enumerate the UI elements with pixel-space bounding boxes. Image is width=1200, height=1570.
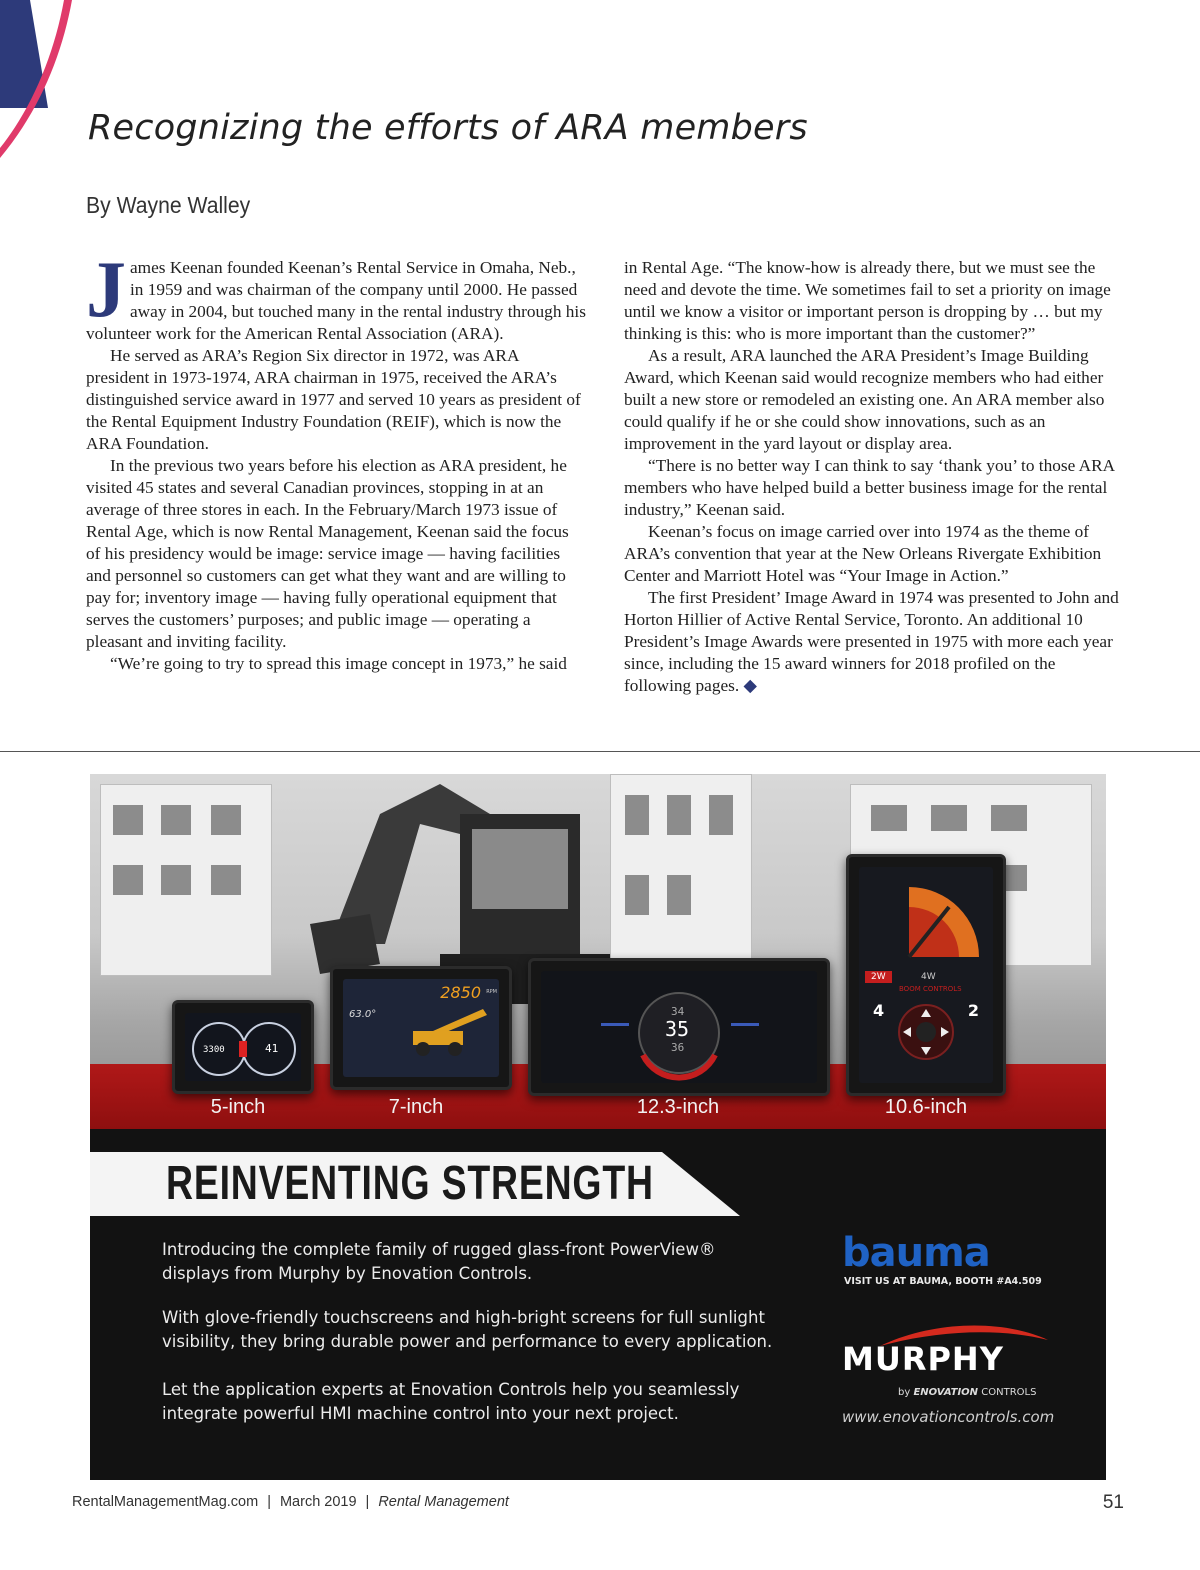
display-angle: 63.0° (349, 1009, 377, 1020)
corner-decoration (0, 0, 80, 160)
directional-pad-icon (897, 1003, 955, 1061)
page-number: 51 (1102, 1492, 1124, 1513)
display-rpm: 2850 (440, 983, 481, 1002)
footer-separator: | (365, 1494, 370, 1510)
ad-construction-photo (90, 774, 1106, 1129)
footer-publication: Rental Management (378, 1494, 509, 1510)
drop-cap: J (86, 246, 126, 334)
bauma-logo: bauma (842, 1230, 990, 1276)
article-paragraph: “There is no better way I can think to say ‘thank you’ to those ARA members who have helped build a better business image for the rental industry,” Keenan said. (624, 456, 1115, 519)
section-divider (0, 751, 1200, 752)
article-paragraph: As a result, ARA launched the ARA President’s Image Building Award, which Keenan said would recognize members who had either built a new store or remodeled an existing one. An ARA member also could qualify if he or she could show innovations, such as an improvement in the yard layout or display area. (624, 346, 1105, 453)
bauma-booth: VISIT US AT BAUMA, BOOTH #A4.509 (844, 1276, 1042, 1287)
footer-separator: | (267, 1494, 271, 1510)
article-paragraph: in Rental Age. “The know-how is already there, but we must see the need and devote the time. We sometimes fail to set a priority on image until we know a visitor or important person is dropping by … but my thinking is this: who is more important than the customer?” (624, 258, 1111, 343)
mode-2w: 2W (865, 971, 892, 983)
article-paragraph (86, 246, 586, 345)
size-label-10-6-inch: 10.6-inch (884, 1096, 968, 1118)
gear-top: 34 (671, 1005, 685, 1018)
article-column-left (86, 246, 586, 675)
display-5-inch (172, 1000, 314, 1094)
article-paragraph: “We’re going to try to spread this image concept in 1973,” he said (110, 654, 567, 673)
building-shape (610, 774, 752, 986)
paragraph-text: ames Keenan founded Keenan’s Rental Service in Omaha, Neb., in 1959 and was chairman of the company until 2000. He passed away in 2004, but touched many in the rental industry through his volunteer work for the American Rental Association (ARA). (86, 258, 586, 343)
advertisement[interactable] (90, 774, 1106, 1480)
paragraph-text: The first President’ Image Award in 1974 was presented to John and Horton Hillier of Active Rental Service, Toronto. An additional 10 President’s Image Awards were presented in 1975 with more each year since, including the 15 award winners for 2018 profiled on the following pages. (624, 588, 1119, 695)
display-12-3-inch (528, 958, 830, 1096)
gear-bottom: 36 (671, 1041, 685, 1054)
murphy-logo: MURPHY (842, 1340, 1004, 1378)
display-7-inch (330, 966, 512, 1090)
display-right-value: 2 (967, 1001, 979, 1020)
display-10-6-inch (846, 854, 1006, 1096)
enovation-controls-logo (898, 1387, 1036, 1398)
ad-copy-cta: Let the application experts at Enovation Controls help you seamlessly integrate powerful HMI machine control into your next project. (162, 1380, 740, 1423)
ad-copy-intro: Introducing the complete family of rugged glass-front PowerView® displays from Murphy by Enovation Controls. (162, 1240, 716, 1283)
footer-date: March 2019 (279, 1494, 357, 1510)
ad-website-link[interactable]: www.enovationcontrols.com (842, 1408, 1055, 1426)
telehandler-icon (403, 1001, 493, 1061)
company-bold: ENOVATION (913, 1387, 979, 1398)
footer-site[interactable]: RentalManagementMag.com (72, 1494, 259, 1510)
display-left-value: 4 (873, 1001, 885, 1020)
display-readout-right: 41 (265, 1042, 279, 1055)
size-label-12-3-inch: 12.3-inch (636, 1096, 720, 1118)
ad-copy-features: With glove-friendly touchscreens and high-bright screens for full sunlight visibility, they bring durable power and performance to every application. (162, 1308, 773, 1351)
size-label-5-inch: 5-inch (210, 1096, 266, 1118)
display-readout-left: 3300 (203, 1045, 225, 1055)
article-paragraph: He served as ARA’s Region Six director in 1972, was ARA president in 1973-1974, ARA chairman in 1975, received the ARA’s distinguished service award in 1977 and served 10 years as president of the Rental Equipment Industry Foundation (REIF), which is now the ARA Foundation. (86, 346, 581, 453)
boom-controls-title: BOOM CONTROLS (899, 985, 962, 993)
article-paragraph (624, 587, 1124, 697)
building-shape (100, 784, 272, 976)
company-rest: CONTROLS (981, 1387, 1037, 1398)
article-byline: By Wayne Walley (86, 192, 251, 218)
page-footer (72, 1494, 509, 1510)
article-headline: Recognizing the efforts of ARA members (88, 108, 808, 148)
article-paragraph: Keenan’s focus on image carried over into 1974 as the theme of ARA’s convention that year at the New Orleans Rivergate Exhibition Center and Marriott Hotel was “Your Image in Action.” (624, 522, 1102, 585)
mode-4w: 4W (921, 972, 936, 982)
display-rpm-unit: RPM (486, 989, 497, 995)
size-label-7-inch: 7-inch (388, 1096, 444, 1118)
by-text: by (898, 1387, 911, 1398)
gear-main: 35 (665, 1017, 690, 1041)
article-paragraph: In the previous two years before his election as ARA president, he visited 45 states and several Canadian provinces, stopping in at an average of three stores in each. In the February/March 1973 issue of Rental Age, which is now Rental Management, Keenan said the focus of his presidency would be image: service image — having facilities and personnel so customers can get what they want and are willing to pay for; inventory image — having fully operational equipment that serves the customers’ purposes; and public image — operating a pleasant and inviting facility. (86, 456, 569, 651)
boom-chart-icon (899, 877, 989, 967)
article-column-right (624, 257, 1124, 697)
end-mark: ◆ (743, 676, 757, 695)
ad-headline: REINVENTING STRENGTH (166, 1157, 654, 1210)
